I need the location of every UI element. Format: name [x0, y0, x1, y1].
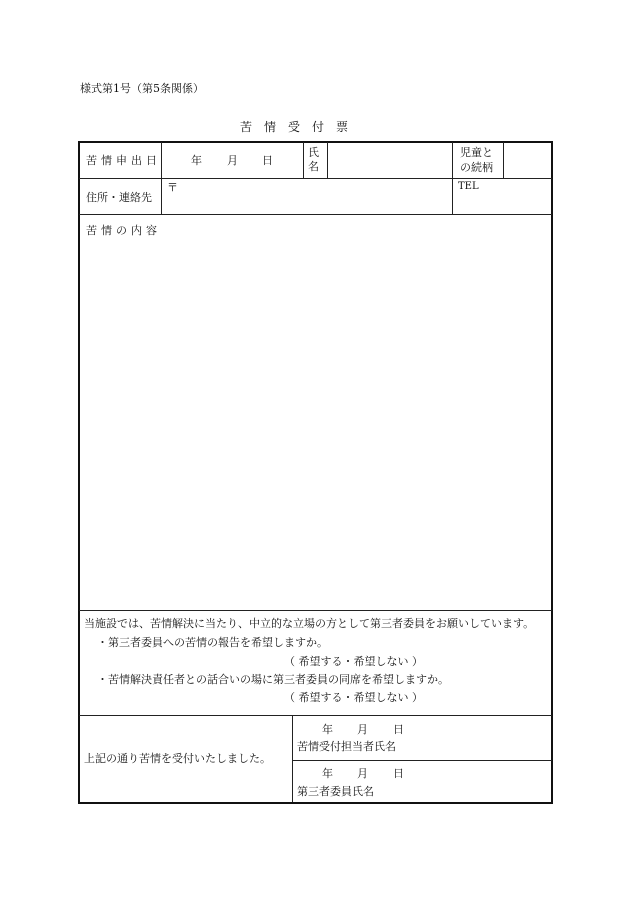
staff-name-field[interactable]	[293, 716, 551, 760]
received-statement: 上記の通り苦情を受付いたしました。	[84, 752, 271, 765]
relation-label-top: 児童と	[460, 146, 493, 159]
table-right-border	[551, 141, 553, 804]
name-label-top: 氏	[308, 146, 319, 159]
date-month-label: 月	[227, 154, 238, 167]
staff-date-year: 年	[322, 723, 333, 736]
third-party-intro: 当施設では、苦情解決に当たり、中立的な立場の方として第三者委員をお願いしています。	[84, 617, 535, 630]
date-day-label: 日	[262, 154, 273, 167]
row-divider	[79, 214, 552, 215]
complaint-date-field[interactable]	[162, 143, 303, 178]
relation-label-bottom: の続柄	[460, 161, 493, 174]
report-question: ・第三者委員への苦情の報告を希望しますか。	[97, 636, 328, 649]
name-label-bottom: 名	[308, 160, 319, 173]
address-label: 住所・連絡先	[86, 191, 152, 204]
committee-date-day: 日	[393, 767, 404, 780]
committee-date-month: 月	[357, 767, 368, 780]
attendance-options[interactable]: （ 希望する・希望しない ）	[284, 691, 423, 704]
form-title: 苦 情 受 付 票	[240, 120, 349, 134]
committee-name-label: 第三者委員氏名	[297, 785, 374, 798]
date-year-label: 年	[191, 154, 202, 167]
attendance-question: ・苦情解決責任者との話合いの場に第三者委員の同席を希望しますか。	[97, 673, 449, 686]
tel-label: TEL	[458, 181, 479, 192]
col-divider	[303, 142, 304, 178]
complaint-content-label: 苦情の内容	[86, 224, 161, 237]
complaint-date-label: 苦情申出日	[86, 154, 161, 167]
complaint-content-field[interactable]	[80, 240, 551, 608]
form-number: 様式第1号（第5条関係）	[80, 82, 204, 95]
staff-name-label: 苦情受付担当者氏名	[297, 740, 396, 753]
row-divider	[79, 610, 552, 611]
tel-field[interactable]	[453, 179, 551, 214]
table-top-border	[78, 141, 553, 143]
postal-mark: 〒	[167, 181, 178, 194]
relation-field[interactable]	[504, 143, 551, 178]
name-field[interactable]	[328, 143, 452, 178]
report-options[interactable]: （ 希望する・希望しない ）	[284, 655, 423, 668]
committee-name-field[interactable]	[293, 761, 551, 802]
staff-date-month: 月	[357, 723, 368, 736]
staff-date-day: 日	[393, 723, 404, 736]
address-field[interactable]	[162, 179, 452, 214]
committee-date-year: 年	[322, 767, 333, 780]
table-bottom-border	[78, 802, 553, 804]
